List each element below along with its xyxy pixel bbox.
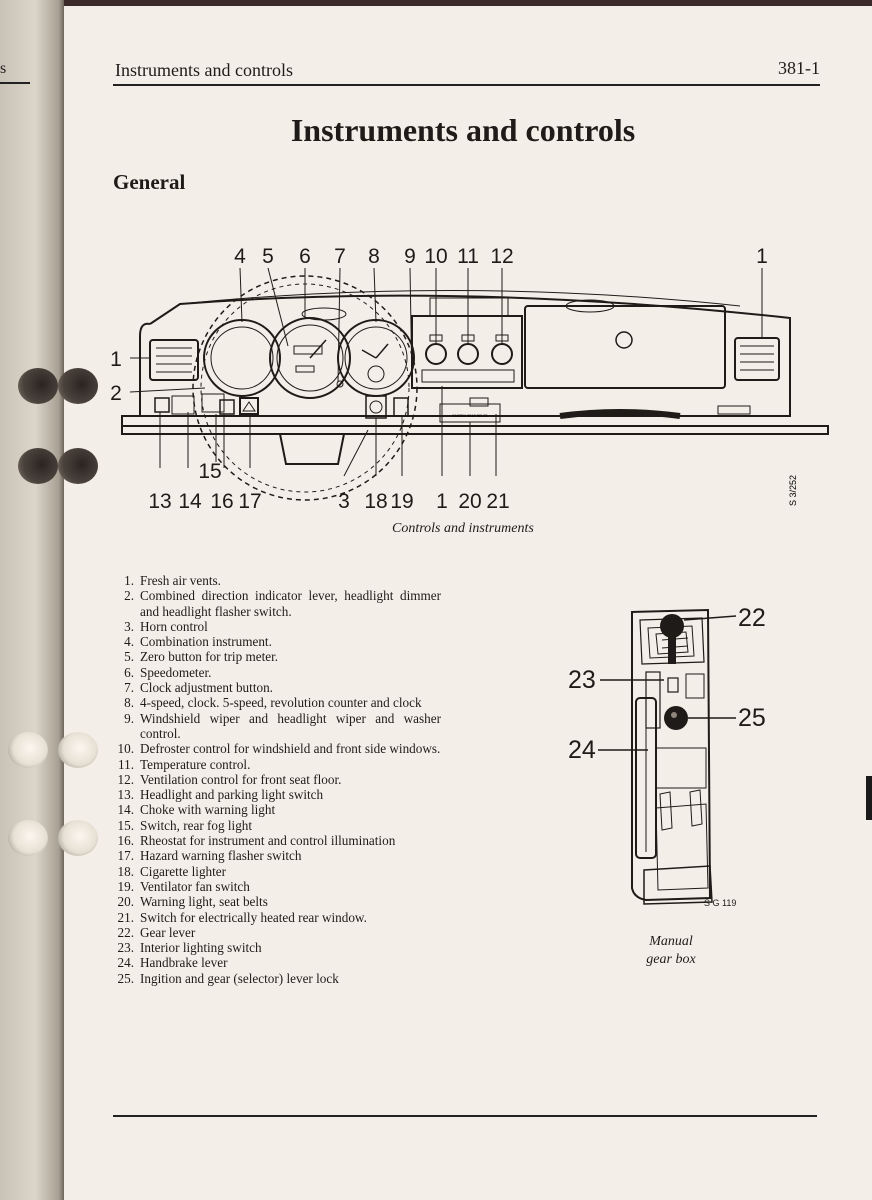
legend-item: 3. Horn control [124, 618, 208, 634]
callout-3: 3 [338, 490, 350, 513]
callout-23: 23 [568, 666, 596, 694]
gearbox-diagram [560, 598, 790, 918]
callout-10: 10 [424, 245, 448, 268]
combination-instrument [204, 320, 280, 396]
dashboard-diagram [100, 236, 830, 516]
callout-9: 9 [404, 245, 416, 268]
figure-caption: Controls and instruments [392, 521, 534, 536]
callout-8: 8 [368, 245, 380, 268]
hazard-switch [240, 398, 258, 414]
glove-box [525, 306, 725, 388]
callout-6: 6 [299, 245, 311, 268]
facing-page-fragment: s [0, 60, 7, 77]
right-air-vent [735, 338, 779, 380]
thumb-index-tab [866, 776, 872, 820]
ignition-lock [664, 706, 688, 730]
callout-11: 11 [457, 245, 479, 268]
callout-19: 19 [390, 490, 414, 513]
callout-16: 16 [210, 490, 234, 513]
legend-item: 6. Speedometer. [124, 664, 212, 680]
page-title: Instruments and controls [290, 112, 636, 148]
binder-hole [58, 368, 98, 404]
legend-item: 18. Cigarette lighter [117, 863, 227, 879]
legend-item: 24. Handbrake lever [117, 955, 228, 971]
legend-item: 17. Hazard warning flasher switch [117, 848, 302, 864]
gearbox-caption: Manual gear box [646, 934, 696, 967]
legend-item: 19. Ventilator fan switch [117, 878, 250, 894]
figure-code: S 3/252 [788, 474, 798, 506]
binder-hole [8, 820, 48, 856]
legend-item: 9. Windshield wiper and headlight wiper and washer control. [124, 710, 441, 741]
callout-1-bottom: 1 [436, 490, 448, 513]
running-header-title: Instruments and controls [115, 60, 293, 80]
legend-item: 5. Zero button for trip meter. [124, 649, 279, 665]
binder-hole [58, 732, 98, 768]
legend-item: 20. Warning light, seat belts [117, 894, 268, 910]
legend-item: 12. Ventilation control for front seat floor. [117, 771, 342, 787]
centre-control-panel [412, 316, 522, 388]
legend-item: 22. Gear lever [117, 924, 196, 940]
left-air-vent [150, 340, 198, 380]
callout-14: 14 [178, 490, 202, 513]
legend-list [106, 573, 441, 986]
callout-12: 12 [490, 245, 514, 268]
callout-18: 18 [364, 490, 388, 513]
legend-item: 15. Switch, rear fog light [117, 817, 253, 833]
callout-21: 21 [486, 490, 510, 513]
callout-5: 5 [262, 245, 274, 268]
callout-25: 25 [738, 704, 766, 732]
headlight-switch [155, 398, 169, 412]
interior-light-switch [668, 678, 678, 692]
section-heading: General [113, 170, 186, 194]
legend-item: 4. Combination instrument. [124, 634, 272, 650]
callout-1-left: 1 [110, 348, 122, 371]
legend-item: 14. Choke with warning light [117, 802, 276, 818]
legend-item: 25. Ingition and gear (selector) lever lock [117, 970, 339, 986]
seatbelt-warning [440, 404, 500, 422]
page-top-edge [0, 0, 872, 6]
legend-item: 8. 4-speed, clock. 5-speed, revolution counter and clock [124, 695, 422, 711]
page-number: 381-1 [778, 58, 820, 78]
legend-item: 21. Switch for electrically heated rear window. [117, 909, 367, 925]
binder-hole [58, 448, 98, 484]
steering-column [280, 434, 344, 464]
binder-hole [8, 732, 48, 768]
legend-item: 23. Interior lighting switch [117, 940, 262, 956]
footer-rule [113, 1115, 817, 1117]
callout-22: 22 [738, 604, 766, 632]
legend-item: 1. Fresh air vents. [124, 573, 221, 588]
binder-hole [58, 820, 98, 856]
callout-7: 7 [334, 245, 346, 268]
legend-item: 7. Clock adjustment button. [124, 680, 273, 696]
callout-15: 15 [198, 460, 222, 483]
callout-24: 24 [568, 736, 596, 764]
callout-13: 13 [148, 490, 172, 513]
callout-1-right: 1 [756, 245, 768, 268]
facing-page-rule [0, 82, 30, 84]
callout-20: 20 [458, 490, 482, 513]
seatbelt-label: FASTEN SEAT BELTS [452, 414, 488, 418]
cigarette-lighter [366, 396, 386, 418]
binder-hole [18, 448, 58, 484]
legend-item: 13. Headlight and parking light switch [117, 787, 324, 803]
callout-2: 2 [110, 382, 122, 405]
header-rule [113, 84, 820, 86]
legend-item: 10. Defroster control for windshield and front side windows. [117, 741, 441, 757]
callout-4: 4 [234, 245, 246, 268]
facing-page-edge [0, 0, 64, 1200]
legend-item: 11. Temperature control. [118, 756, 251, 772]
gearbox-figure-code: S G 119 [704, 898, 737, 908]
legend-item: 16. Rheostat for instrument and control illumination [117, 833, 396, 849]
callout-17: 17 [238, 490, 262, 513]
legend-item: 2. Combined direction indicator lever, headlight dimmer and headlight flasher switch. [124, 588, 441, 619]
binder-hole [18, 368, 58, 404]
